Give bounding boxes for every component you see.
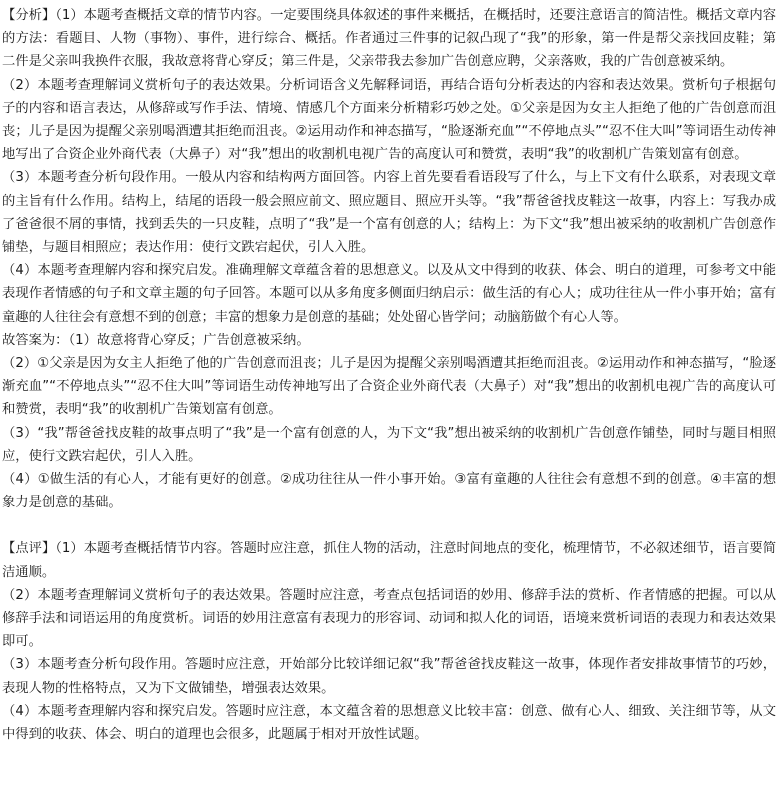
answer-paragraph-3: （3）“我”帮爸爸找皮鞋的故事点明了“我”是一个富有创意的人，为下文“我”想出被采纳的收割机广告创意作铺垫，同时与题目相照应，使行文跌宕起伏，引人入胜。 xyxy=(2,425,776,464)
section-spacer xyxy=(2,514,776,537)
analysis-paragraph-2: （2）本题考查理解词义赏析句子的表达效果。分析词语含义先解释词语，再结合语句分析表达的内容和表达效果。赏析句子根据句子的内容和语言表达，从修辞或写作手法、情境、情感几个方面来分析精彩巧妙之处。①父亲是因为女主人拒绝了他的广告创意而沮丧；儿子是因为提醒父亲别喝酒遭其拒绝而沮丧。②运用动作和神态描写，“脸逐渐充血”“不停地点头”“忍不住大叫”等词语生动传神地写出了合资企业外商代表（大鼻子）对“我”想出的收割机电视广告的高度认可和赞赏，表明“我”的收割机广告策划富有创意。 xyxy=(2,77,776,163)
comment-section xyxy=(2,537,776,746)
answer-paragraph-2: （2）①父亲是因为女主人拒绝了他的广告创意而沮丧；儿子是因为提醒父亲别喝酒遭其拒绝而沮丧。②运用动作和神态描写，“脸逐渐充血”“不停地点头”“忍不住大叫”等词语生动传神地写出了合资企业外商代表（大鼻子）对“我”想出的收割机电视广告的高度认可和赞赏，表明“我”的收割机广告策划富有创意。 xyxy=(2,356,776,418)
comment-paragraph-4: （4）本题考查理解内容和探究启发。答题时应注意，本文蕴含着的思想意义比较丰富：创意、做有心人、细致、关注细节等，从文中得到的收获、体会、明白的道理也会很多，此题属于相对开放性试题。 xyxy=(2,703,776,743)
comment-paragraph-1: 【点评】（1）本题考查概括情节内容。答题时应注意，抓住人物的活动，注意时间地点的变化，梳理情节，不必叙述细节，语言要简洁通顺。 xyxy=(2,541,776,580)
analysis-paragraph-3: （3）本题考查分析句段作用。一般从内容和结构两方面回答。内容上首先要看看语段写了什么，与上下文有什么联系，对表现文章的主旨有什么作用。结构上，结尾的语段一般会照应前文、照应题目、照应开头等。“我”帮爸爸找皮鞋这一故事，内容上：写我办成了爸爸很不屑的事情，找到丢失的一只皮鞋，点明了“我”是一个富有创意的人；结构上：为下文“我”想出被采纳的收割机广告创意作铺垫，与题目相照应；表达作用：使行文跌宕起伏，引人入胜。 xyxy=(2,170,776,256)
answer-paragraph-4: （4）①做生活的有心人，才能有更好的创意。②成功往往从一件小事开始。③富有童趣的人往往会有意想不到的创意。④丰富的想象力是创意的基础。 xyxy=(2,472,776,511)
analysis-section xyxy=(2,4,776,329)
comment-paragraph-3: （3）本题考查分析句段作用。答题时应注意，开始部分比较详细记叙“我”帮爸爸找皮鞋这一故事，体现作者安排故事情节的巧妙，表现人物的性格特点，又为下文做铺垫，增强表达效果。 xyxy=(2,657,776,696)
comment-paragraph-2: （2）本题考查理解词义赏析句子的表达效果。答题时应注意，考查点包括词语的妙用、修辞手法的赏析、作者情感的把握。可以从修辞手法和词语运用的角度赏析。词语的妙用注意富有表现力的形容词、动词和拟人化的词语，语境来赏析词语的表现力和表达效果即可。 xyxy=(2,587,776,650)
answer-section xyxy=(2,329,776,515)
answer-paragraph-1: 故答案为：（1）故意将背心穿反；广告创意被采纳。 xyxy=(2,332,310,348)
analysis-paragraph-4: （4）本题考查理解内容和探究启发。准确理解文章蕴含着的思想意义。以及从文中得到的收获、体会、明白的道理，可参考文中能表现作者情感的句子和文章主题的句子回答。本题可以从多角度多侧面归纳启示：做生活的有心人；成功往往从一件小事开始；富有童趣的人往往会有意想不到的创意；丰富的想象力是创意的基础；处处留心皆学问；动脑筋做个有心人等。 xyxy=(2,263,776,325)
analysis-paragraph-1: 【分析】（1）本题考查概括文章的情节内容。一定要围绕具体叙述的事件来概括，在概括时，还要注意语言的简洁性。概括文章内容的方法：看题目、人物（事物）、事件，进行综合、概括。作者通过三件事的记叙凸现了“我”的形象，第一件是帮父亲找回皮鞋；第二件是父亲叫我换件衣服，我故意将背心穿反；第三件是，父亲带我去参加广告创意应聘，父亲落败，我的广告创意被采纳。 xyxy=(2,8,776,70)
